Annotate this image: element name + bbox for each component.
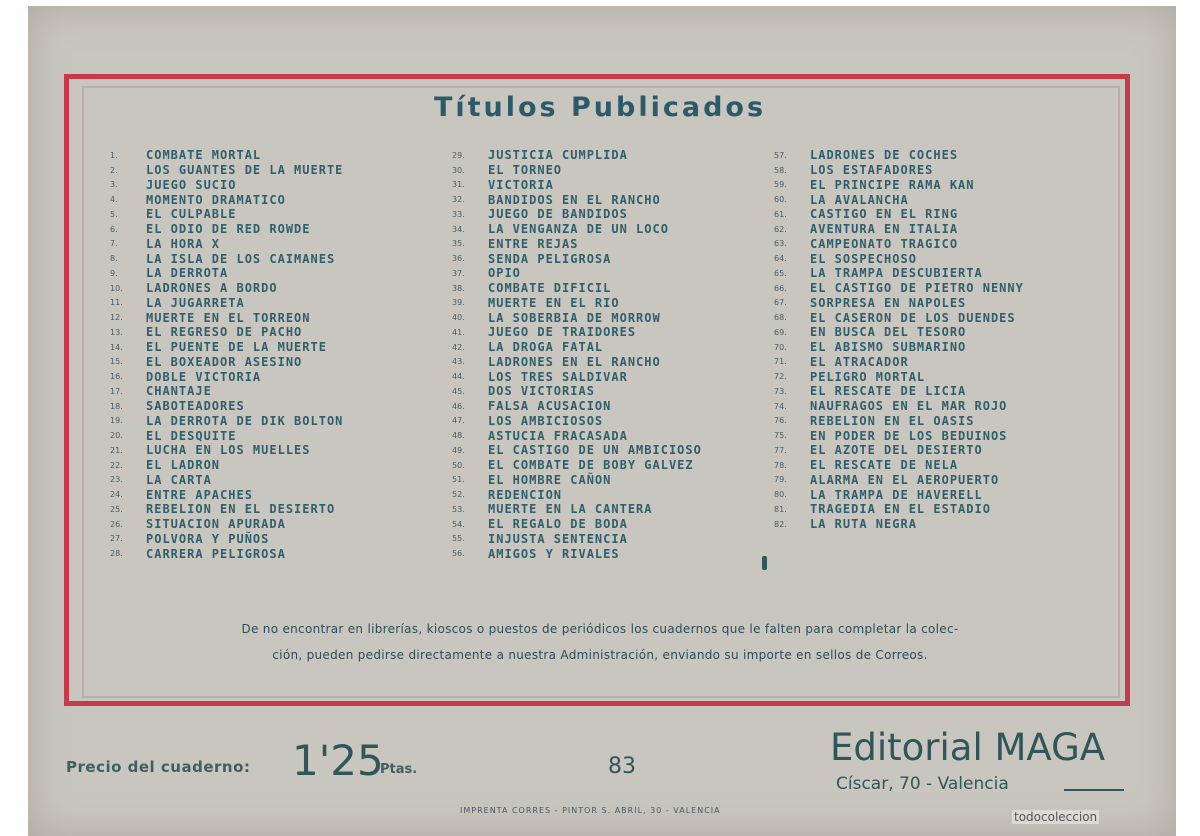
title-name: EL AZOTE DEL DESIERTO [810,443,983,458]
notice-line-1: De no encontrar en librerías, kioscos o puestos de periódicos los cuadernos que le falten para completar la colec- [241,622,959,636]
title-name: MOMENTO DRAMATICO [146,192,286,207]
title-number: 41. [452,327,465,337]
title-name: LA JUGARRETA [146,295,245,310]
title-entry [110,207,343,222]
title-number: 28. [110,549,123,559]
title-name: CASTIGO EN EL RING [810,207,959,222]
title-number: 46. [452,401,465,411]
title-number: 49. [452,445,465,455]
title-entry [110,443,343,458]
title-number: 48. [452,431,465,441]
title-name: FALSA ACUSACION [488,399,612,414]
title-name: EL DESQUITE [146,428,237,443]
title-number: 45. [452,386,465,396]
title-name: POLVORA Y PUÑOS [146,531,270,546]
title-number: 30. [452,165,465,175]
title-entry [774,384,1024,399]
title-name: EL BOXEADOR ASESINO [146,354,303,369]
title-name: EL ATRACADOR [810,354,909,369]
title-entry [110,502,343,517]
title-name: LA VENGANZA DE UN LOCO [488,222,669,237]
title-entry [110,281,343,296]
title-entry [110,532,343,547]
title-entry [774,192,1024,207]
title-entry [774,251,1024,266]
title-name: EL REGRESO DE PACHO [146,325,303,340]
title-entry [774,266,1024,281]
title-entry [774,458,1024,473]
title-entry [110,399,343,414]
title-entry [452,207,702,222]
title-entry [110,487,343,502]
title-name: AVENTURA EN ITALIA [810,222,959,237]
title-entry [774,163,1024,178]
title-entry [452,163,702,178]
title-number: 43. [452,357,465,367]
title-number: 65. [774,268,787,278]
title-name: EL ODIO DE RED ROWDE [146,222,311,237]
title-entry [452,428,702,443]
title-entry [452,458,702,473]
title-entry [110,178,343,193]
title-entry [110,428,343,443]
page-title: Títulos Publicados [433,92,767,123]
title-entry [452,178,702,193]
title-name: EL CASTIGO DE PIETRO NENNY [810,281,1024,296]
title-number: 24. [110,490,123,500]
title-name: ALARMA EN EL AEROPUERTO [810,472,1000,487]
title-entry [774,487,1024,502]
title-entry [110,251,343,266]
title-name: EL ABISMO SUBMARINO [810,340,967,355]
title-name: EL SOSPECHOSO [810,251,917,266]
title-number: 62. [774,224,787,234]
title-number: 4. [110,195,118,205]
title-entry [452,443,702,458]
title-name: LADRONES EN EL RANCHO [488,354,661,369]
title-entry [110,266,343,281]
title-number: 54. [452,519,465,529]
title-number: 36. [452,254,465,264]
title-name: SITUACION APURADA [146,517,286,532]
title-name: LA AVALANCHA [810,192,909,207]
title-name: VICTORIA [488,177,554,192]
title-number: 77. [774,445,787,455]
title-number: 26. [110,519,123,529]
notice-line-2: ción, pueden pedirse directamente a nuestra Administración, enviando su importe en sellos de Correos. [272,648,928,662]
title-name: EL CASTIGO DE UN AMBICIOSO [488,443,702,458]
title-entry [774,414,1024,429]
publisher-address: Císcar, 70 - Valencia [836,774,1009,794]
title-number: 56. [452,549,465,559]
address-rule [1064,789,1124,791]
title-name: LA CARTA [146,472,212,487]
title-number: 33. [452,209,465,219]
title-entry [774,310,1024,325]
title-entry [452,281,702,296]
titles-column-3 [774,148,1024,532]
title-entry [110,517,343,532]
title-number: 37. [452,268,465,278]
title-number: 19. [110,416,123,426]
title-number: 20. [110,431,123,441]
title-number: 3. [110,180,118,190]
title-entry [452,340,702,355]
title-name: EL HOMBRE CAÑON [488,472,612,487]
title-name: EL PRINCIPE RAMA KAN [810,177,975,192]
title-number: 73. [774,386,787,396]
title-name: ENTRE REJAS [488,236,579,251]
watermark: todocoleccion [1014,810,1098,824]
title-number: 74. [774,401,787,411]
title-entry [774,148,1024,163]
title-number: 79. [774,475,787,485]
title-name: JUEGO SUCIO [146,177,237,192]
title-entry [774,296,1024,311]
title-name: EL CASERON DE LOS DUENDES [810,310,1016,325]
title-name: COMBATE DIFICIL [488,281,612,296]
title-name: LOS ESTAFADORES [810,163,934,178]
title-entry [110,458,343,473]
title-name: LA ISLA DE LOS CAIMANES [146,251,336,266]
price-label: Precio del cuaderno: [66,758,251,776]
title-name: LA DERROTA DE DIK BOLTON [146,413,344,428]
title-entry [452,502,702,517]
title-entry [110,237,343,252]
title-name: EL TORNEO [488,163,563,178]
title-number: 69. [774,327,787,337]
title-entry [774,207,1024,222]
title-entry [110,384,343,399]
title-number: 78. [774,460,787,470]
title-number: 39. [452,298,465,308]
title-number: 67. [774,298,787,308]
title-entry [110,222,343,237]
title-entry [774,517,1024,532]
title-number: 13. [110,327,123,337]
title-name: LADRONES DE COCHES [810,148,959,163]
title-name: LOS AMBICIOSOS [488,413,604,428]
titles-column-2 [452,148,702,561]
title-name: EL COMBATE DE BOBY GALVEZ [488,458,694,473]
titles-column-1 [110,148,343,561]
title-entry [774,237,1024,252]
title-name: MUERTE EN EL RIO [488,295,620,310]
title-number: 61. [774,209,787,219]
title-number: 66. [774,283,787,293]
title-number: 16. [110,372,123,382]
title-entry [452,325,702,340]
title-name: LOS GUANTES DE LA MUERTE [146,163,344,178]
issue-number: 83 [608,754,636,779]
title-entry [110,163,343,178]
title-number: 25. [110,504,123,514]
title-name: EL LADRON [146,458,221,473]
title-entry [452,192,702,207]
title-name: REBELION EN EL OASIS [810,413,975,428]
title-name: PELIGRO MORTAL [810,369,926,384]
title-entry [774,340,1024,355]
title-number: 53. [452,504,465,514]
price-unit: Ptas. [380,762,418,777]
title-number: 31. [452,180,465,190]
title-entry [452,296,702,311]
title-entry [774,399,1024,414]
title-entry [110,355,343,370]
title-entry [452,222,702,237]
title-number: 60. [774,195,787,205]
title-entry [110,473,343,488]
title-number: 51. [452,475,465,485]
title-entry [452,369,702,384]
title-entry [110,310,343,325]
title-name: LUCHA EN LOS MUELLES [146,443,311,458]
title-number: 8. [110,254,118,264]
title-name: TRAGEDIA EN EL ESTADIO [810,502,991,517]
title-number: 27. [110,534,123,544]
title-entry [774,428,1024,443]
title-name: LA TRAMPA DESCUBIERTA [810,266,983,281]
title-number: 70. [774,342,787,352]
title-name: OPIO [488,266,521,281]
title-entry [452,251,702,266]
title-number: 44. [452,372,465,382]
title-name: SENDA PELIGROSA [488,251,612,266]
title-name: CHANTAJE [146,384,212,399]
title-name: INJUSTA SENTENCIA [488,531,628,546]
title-entry [452,473,702,488]
title-entry [110,148,343,163]
title-entry [452,237,702,252]
title-number: 5. [110,209,118,219]
title-number: 2. [110,165,118,175]
title-entry [452,266,702,281]
title-number: 42. [452,342,465,352]
title-entry [774,502,1024,517]
title-name: EL RESCATE DE LICIA [810,384,967,399]
title-number: 23. [110,475,123,485]
title-number: 71. [774,357,787,367]
title-name: JUEGO DE TRAIDORES [488,325,637,340]
title-number: 14. [110,342,123,352]
title-name: REBELION EN EL DESIERTO [146,502,336,517]
title-entry [452,517,702,532]
title-name: NAUFRAGOS EN EL MAR ROJO [810,399,1008,414]
title-number: 72. [774,372,787,382]
title-entry [452,546,702,561]
title-number: 68. [774,313,787,323]
title-entry [774,473,1024,488]
title-number: 1. [110,150,118,160]
title-name: LOS TRES SALDIVAR [488,369,628,384]
title-number: 29. [452,150,465,160]
title-name: LA TRAMPA DE HAVERELL [810,487,983,502]
title-name: SABOTEADORES [146,399,245,414]
title-name: ENTRE APACHES [146,487,253,502]
title-number: 35. [452,239,465,249]
title-name: DOS VICTORIAS [488,384,595,399]
title-entry [452,148,702,163]
title-number: 17. [110,386,123,396]
title-name: LA DROGA FATAL [488,340,604,355]
title-entry [110,340,343,355]
title-number: 75. [774,431,787,441]
title-name: JUEGO DE BANDIDOS [488,207,628,222]
title-name: LA HORA X [146,236,221,251]
title-number: 64. [774,254,787,264]
title-name: ASTUCIA FRACASADA [488,428,628,443]
title-entry [110,325,343,340]
title-number: 55. [452,534,465,544]
title-entry [452,399,702,414]
title-number: 76. [774,416,787,426]
title-entry [452,310,702,325]
title-name: EL REGALO DE BODA [488,517,628,532]
title-entry [774,222,1024,237]
title-entry [774,281,1024,296]
title-entry [452,532,702,547]
title-name: EN BUSCA DEL TESORO [810,325,967,340]
title-entry [110,192,343,207]
printer-credit: IMPRENTA CORRES - PINTOR S. ABRIL, 30 - VALENCIA [460,806,721,815]
title-number: 34. [452,224,465,234]
title-number: 58. [774,165,787,175]
title-name: JUSTICIA CUMPLIDA [488,148,628,163]
title-number: 11. [110,298,123,308]
title-number: 9. [110,268,118,278]
title-number: 81. [774,504,787,514]
title-number: 59. [774,180,787,190]
ink-mark [762,556,767,570]
title-name: DOBLE VICTORIA [146,369,262,384]
title-number: 50. [452,460,465,470]
title-number: 57. [774,150,787,160]
title-entry [110,369,343,384]
title-number: 6. [110,224,118,234]
title-name: LADRONES A BORDO [146,281,278,296]
price-value: 1'25 [292,736,384,785]
title-entry [774,325,1024,340]
title-number: 40. [452,313,465,323]
title-name: MUERTE EN EL TORREON [146,310,311,325]
title-name: CAMPEONATO TRAGICO [810,236,959,251]
title-entry [774,178,1024,193]
title-name: EN PODER DE LOS BEDUINOS [810,428,1008,443]
title-name: EL PUENTE DE LA MUERTE [146,340,327,355]
title-entry [452,487,702,502]
title-entry [452,355,702,370]
title-number: 22. [110,460,123,470]
title-name: EL RESCATE DE NELA [810,458,959,473]
title-name: LA DERROTA [146,266,229,281]
title-name: REDENCION [488,487,563,502]
title-entry [774,369,1024,384]
title-entry [110,414,343,429]
title-entry [774,355,1024,370]
title-name: EL CULPABLE [146,207,237,222]
title-entry [110,296,343,311]
title-number: 18. [110,401,123,411]
title-name: MUERTE EN LA CANTERA [488,502,653,517]
title-number: 32. [452,195,465,205]
title-number: 38. [452,283,465,293]
title-entry [452,414,702,429]
title-name: LA RUTA NEGRA [810,517,917,532]
title-name: BANDIDOS EN EL RANCHO [488,192,661,207]
title-number: 12. [110,313,123,323]
title-name: CARRERA PELIGROSA [146,546,286,561]
title-entry [110,546,343,561]
publisher-name: Editorial MAGA [830,726,1106,769]
title-number: 15. [110,357,123,367]
title-name: SORPRESA EN NAPOLES [810,295,967,310]
title-number: 7. [110,239,118,249]
title-number: 63. [774,239,787,249]
title-number: 52. [452,490,465,500]
title-name: AMIGOS Y RIVALES [488,546,620,561]
title-number: 80. [774,490,787,500]
title-entry [774,443,1024,458]
title-number: 21. [110,445,123,455]
title-name: LA SOBERBIA DE MORROW [488,310,661,325]
title-name: COMBATE MORTAL [146,148,262,163]
title-entry [452,384,702,399]
title-number: 82. [774,519,787,529]
title-number: 10. [110,283,123,293]
title-number: 47. [452,416,465,426]
